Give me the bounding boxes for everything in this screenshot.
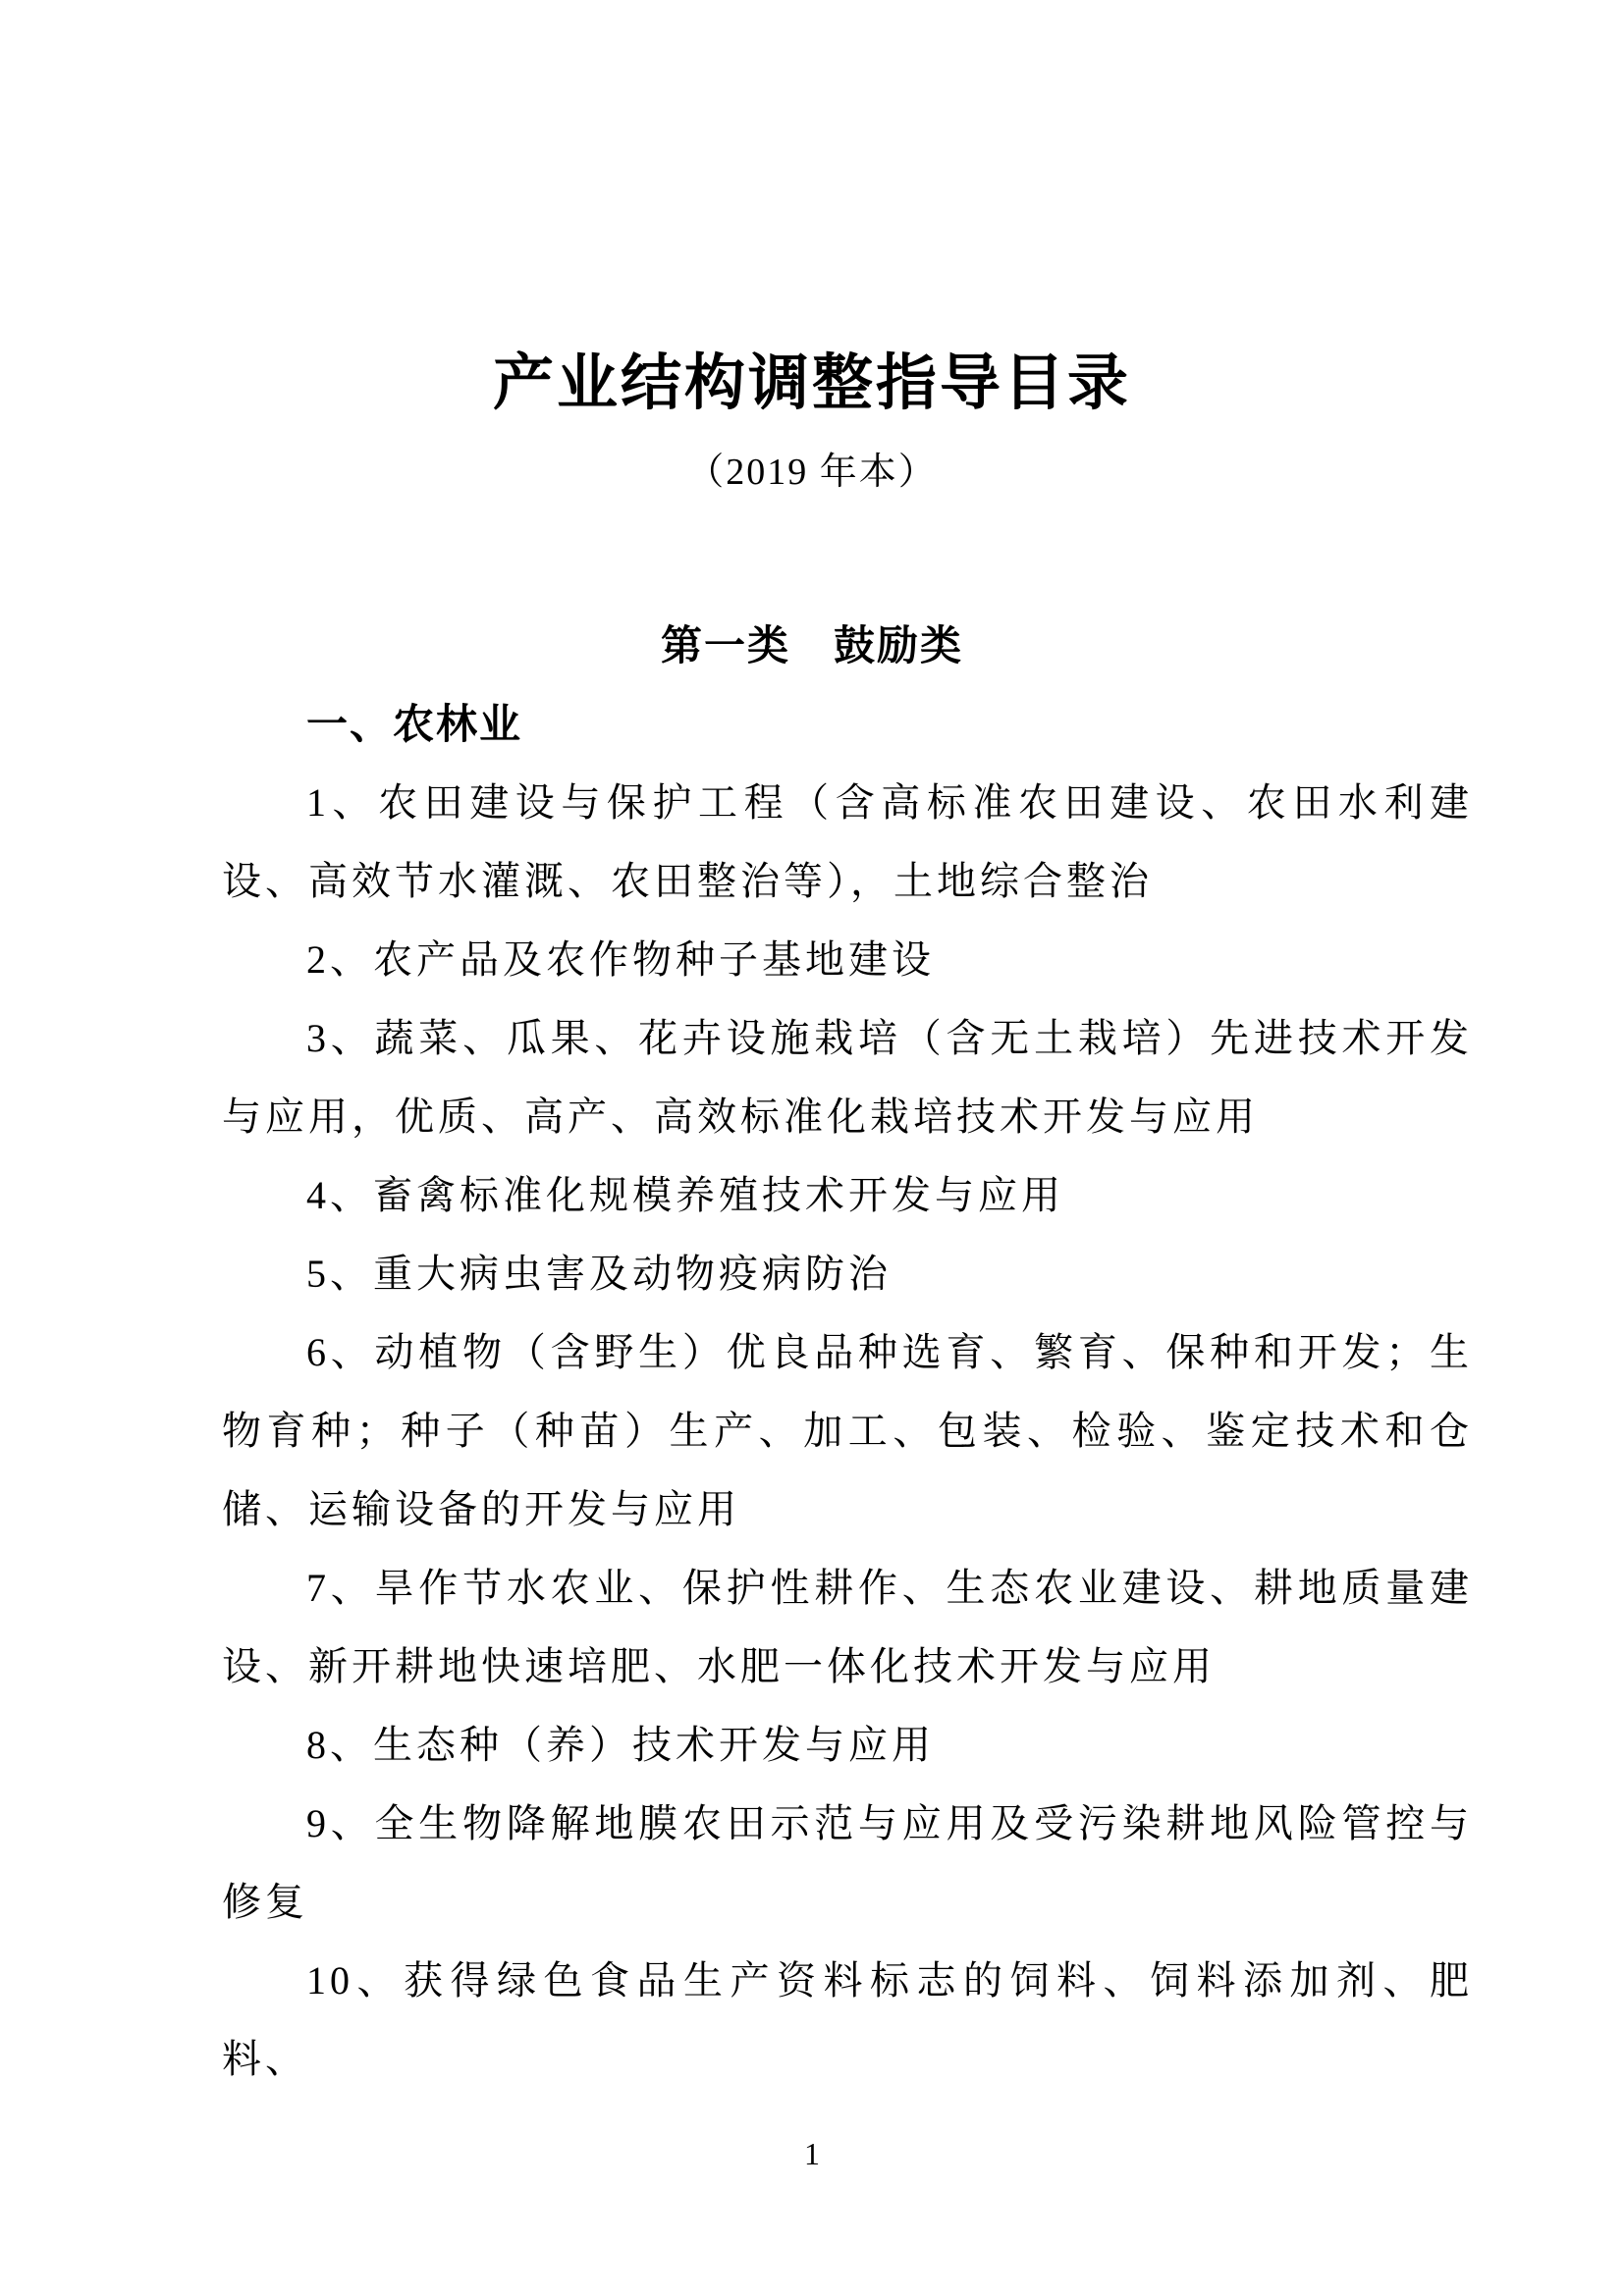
- catalog-item: 10、获得绿色食品生产资料标志的饲料、饲料添加剂、肥料、: [222, 1958, 1473, 2081]
- page-number: 1: [804, 2136, 820, 2171]
- catalog-item: 2、农产品及农作物种子基地建设: [306, 937, 935, 982]
- catalog-item: 7、旱作节水农业、保护性耕作、生态农业建设、耕地质量建设、新开耕地快速培肥、水肥一体化技术开发与应用: [222, 1566, 1473, 1688]
- section-heading: 第一类 鼓励类: [660, 622, 963, 668]
- catalog-item: 9、全生物降解地膜农田示范与应用及受污染耕地风险管控与修复: [222, 1801, 1473, 1924]
- catalog-item: 3、蔬菜、瓜果、花卉设施栽培（含无土栽培）先进技术开发与应用，优质、高产、高效标准化栽培技术开发与应用: [222, 1016, 1473, 1139]
- edition-subtitle: （2019 年本）: [686, 452, 938, 493]
- document-title: 产业结构调整指导目录: [492, 350, 1131, 417]
- catalog-item: 1、农田建设与保护工程（含高标准农田建设、农田水利建设、高效节水灌溉、农田整治等），土地综合整治: [222, 780, 1473, 903]
- document-body: [0, 685, 1624, 2099]
- catalog-item: 8、生态种（养）技术开发与应用: [306, 1723, 935, 1767]
- catalog-item: 4、畜禽标准化规模养殖技术开发与应用: [306, 1173, 1064, 1217]
- catalog-item: 5、重大病虫害及动物疫病防治: [306, 1252, 892, 1296]
- category-heading: 一、农林业: [306, 701, 523, 747]
- catalog-item: 6、动植物（含野生）优良品种选育、繁育、保种和开发；生物育种；种子（种苗）生产、加工、包装、检验、鉴定技术和仓储、运输设备的开发与应用: [222, 1330, 1473, 1531]
- item-list: [222, 764, 1473, 2099]
